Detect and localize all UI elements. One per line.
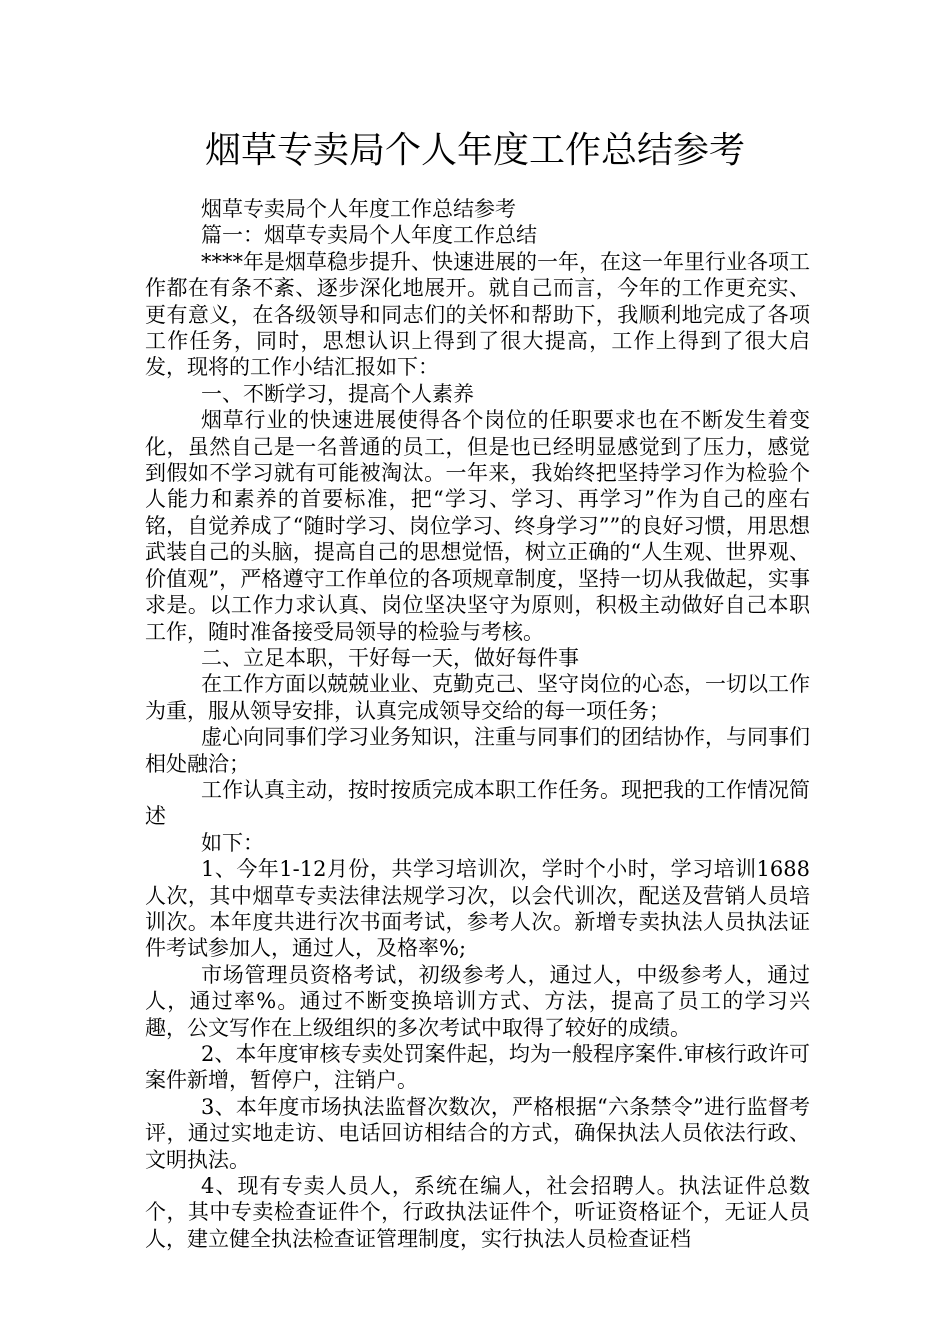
paragraph-item-1: 1、今年1-12月份，共学习培训次，学时个小时，学习培训1688人次，其中烟草专卖法律法规学习次，以会代训次，配送及营销人员培训次。本年度共进行次书面考试，参考人次。新增专卖执法人员执法证件考试参加人，通过人，及格率%; — [145, 857, 810, 961]
paragraph-subtitle: 烟草专卖局个人年度工作总结参考 — [201, 197, 516, 221]
heading-stay-on-duty: 二、立足本职，干好每一天，做好每件事 — [201, 645, 579, 670]
paragraph-item-2: 2、本年度审核专卖处罚案件起，均为一般程序案件.审核行政许可案件新增，暂停户，注销户。 — [145, 1042, 810, 1093]
paragraph-item-3: 3、本年度市场执法监督次数次，严格根据“六条禁令”进行监督考评，通过实地走访、电话回访相结合的方式，确保执法人员依法行政、文明执法。 — [145, 1094, 810, 1172]
paragraph-as-follows: 如下： — [201, 830, 264, 855]
paragraph-item-4: 4、现有专卖人员人，系统在编人，社会招聘人。执法证件总数个，其中专卖检查证件个，行政执法证件个，听证资格证个，无证人员人，建立健全执法检查证管理制度，实行执法人员检查证档 — [145, 1174, 810, 1251]
document-title: 烟草专卖局个人年度工作总结参考 — [204, 130, 745, 171]
paragraph-learning: 烟草行业的快速进展使得各个岗位的任职要求也在不断发生着变化，虽然自己是一名普通的员工，但是也已经明显感觉到了压力，感觉到假如不学习就有可能被淘汰。一年来，我始终把坚持学习作为检验个人能力和素养的首要标准，把“学习、学习、再学习”作为自己的座右铭，自觉养成了“随时学习、岗位学习、终身学习””的良好习惯，用思想武装自己的头脑，提高自己的思想觉悟，树立正确的“人生观、世界观、价值观”，严格遵守工作单位的各项规章制度，坚持一切从我做起，实事求是。以工作力求认真、岗位坚决坚守为原则，积极主动做好自己本职工作，随时准备接受局领导的检验与考核。 — [145, 408, 810, 644]
heading-continuous-learning: 一、不断学习，提高个人素养 — [201, 381, 474, 406]
paragraph-work-attitude: 在工作方面以兢兢业业、克勤克己、坚守岗位的心态，一切以工作为重，服从领导安排，认真完成领导交给的每一项任务； — [145, 672, 810, 723]
paragraph-intro: ****年是烟草稳步提升、快速进展的一年，在这一年里行业各项工作都在有条不紊、逐步深化地展开。就自己而言，今年的工作更充实、更有意义，在各级领导和同志们的关怀和帮助下，我顺利地完成了各项工作任务，同时，思想认识上得到了很大提高，工作上得到了很大启发，现将的工作小结汇报如下： — [145, 249, 810, 380]
document-body — [145, 196, 810, 1252]
paragraph-market-exam: 市场管理员资格考试，初级参考人，通过人，中级参考人，通过人，通过率%。通过不断变换培训方式、方法，提高了员工的学习兴趣，公文写作在上级组织的多次考试中取得了较好的成绩。 — [145, 962, 810, 1040]
paragraph-section-heading: 篇一：烟草专卖局个人年度工作总结 — [201, 223, 537, 248]
paragraph-colleagues: 虚心向同事们学习业务知识，注重与同事们的团结协作，与同事们相处融洽； — [145, 725, 810, 776]
paragraph-work-summary: 工作认真主动，按时按质完成本职工作任务。现把我的工作情况简述 — [145, 777, 810, 829]
